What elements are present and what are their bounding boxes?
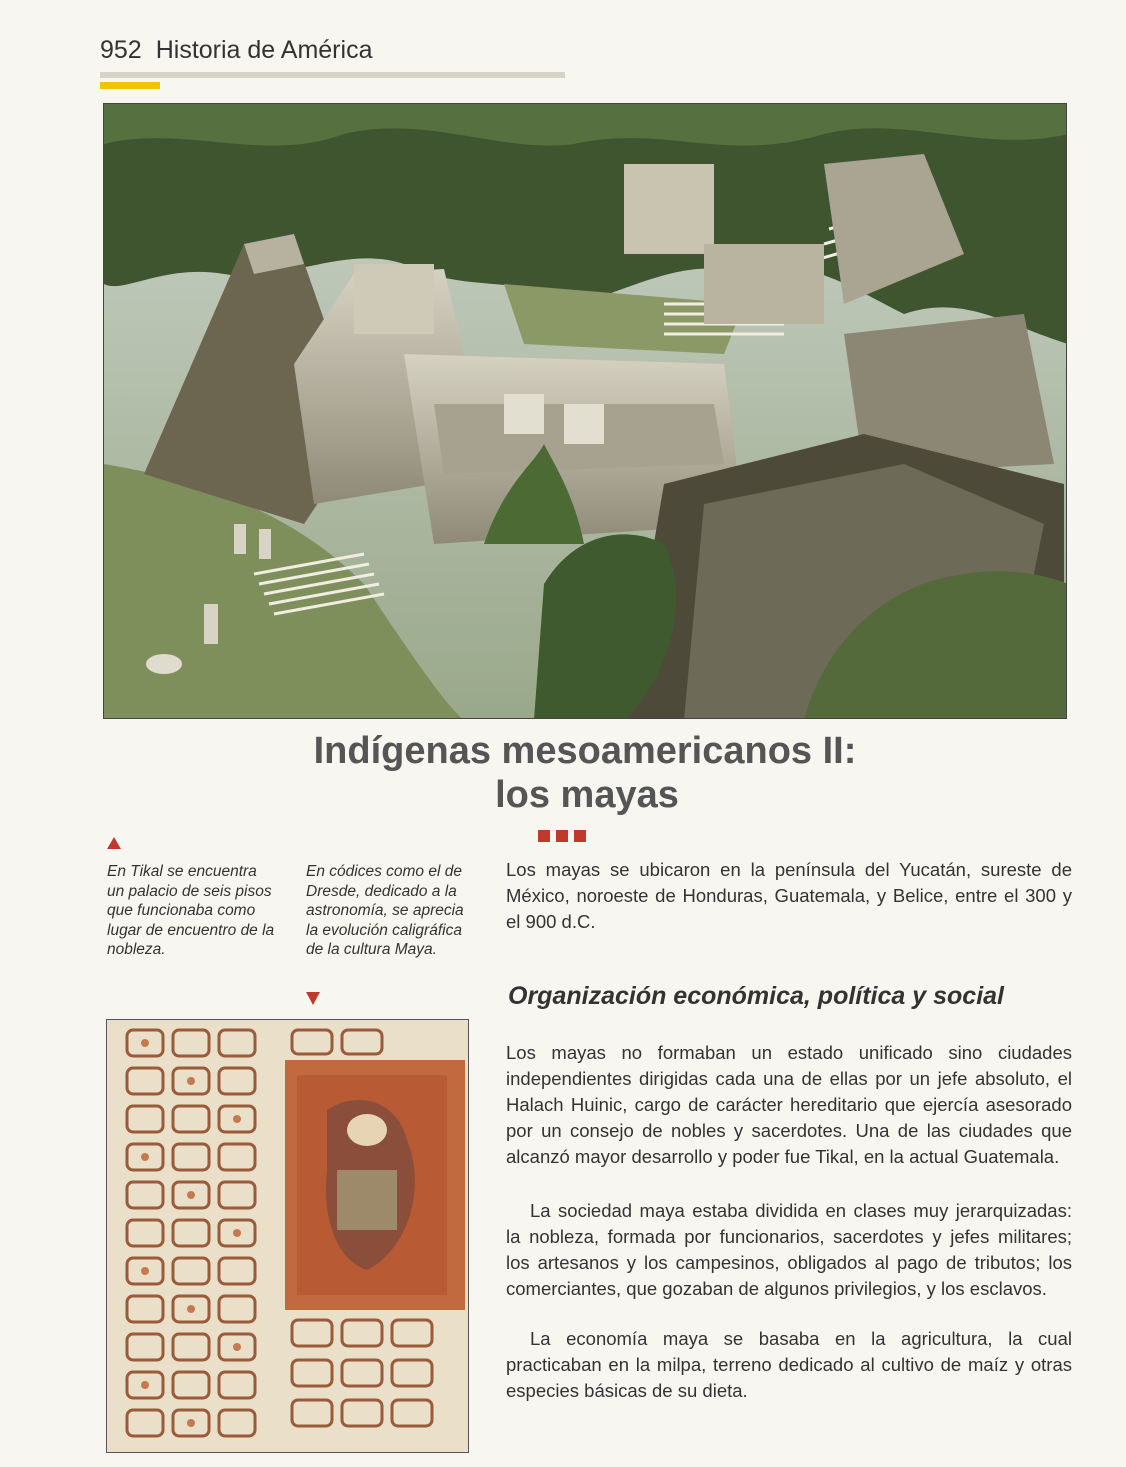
codex-caption: En códices como el de Dresde, dedicado a la astronomía, se aprecia la evolución caligráfica de la cultura Maya. <box>306 863 464 958</box>
header-rule <box>100 72 565 78</box>
running-header <box>100 36 372 65</box>
header-accent-bar <box>100 82 160 89</box>
section-marker-squares <box>538 830 586 842</box>
body-paragraph: La sociedad maya estaba dividida en clases muy jerarquizadas: la nobleza, formada por funcionarios, sacerdotes y jefes militares; los artesanos y los campesinos, obligados al pago de tributos; los comerciantes, que gozaban de algunos privilegios, y los esclavos. <box>506 1200 1072 1299</box>
tikal-ruins-photo <box>103 103 1067 719</box>
caption-arrow-down-icon <box>306 992 320 1005</box>
marker-square <box>556 830 568 842</box>
caption-arrow-up-icon <box>107 837 121 849</box>
tikal-caption: En Tikal se encuentra un palacio de seis pisos que funcionaba como lugar de encuentro de la nobleza. <box>107 863 275 958</box>
dresden-codex-image <box>106 1019 469 1453</box>
marker-square <box>574 830 586 842</box>
body-paragraph: La economía maya se basaba en la agricultura, la cual practicaban en la milpa, terreno dedicado al cultivo de maíz y otras especies básicas de su dieta. <box>506 1328 1072 1401</box>
page-number: 952 <box>100 36 142 64</box>
marker-square <box>538 830 550 842</box>
running-title: Historia de América <box>155 36 373 64</box>
chapter-title-line2: los mayas <box>495 774 679 816</box>
intro-paragraph: Los mayas se ubicaron en la península del Yucatán, sureste de México, noroeste de Honduras, Guatemala, y Belice, entre el 300 y el 900 d.C. <box>506 859 1072 932</box>
chapter-title-line1: Indígenas mesoamericanos II: <box>313 730 857 772</box>
section-heading: Organización económica, política y social <box>508 982 1004 1010</box>
body-paragraph: Los mayas no formaban un estado unificado sino ciudades independientes dirigidas cada una de ellas por un jefe absoluto, el Halach Huinic, cargo de carácter hereditario que ejercía asesorado por un consejo de nobles y sacerdotes. Una de las ciudades que alcanzó mayor desarrollo y poder fue Tikal, en la actual Guatemala. <box>506 1042 1072 1167</box>
